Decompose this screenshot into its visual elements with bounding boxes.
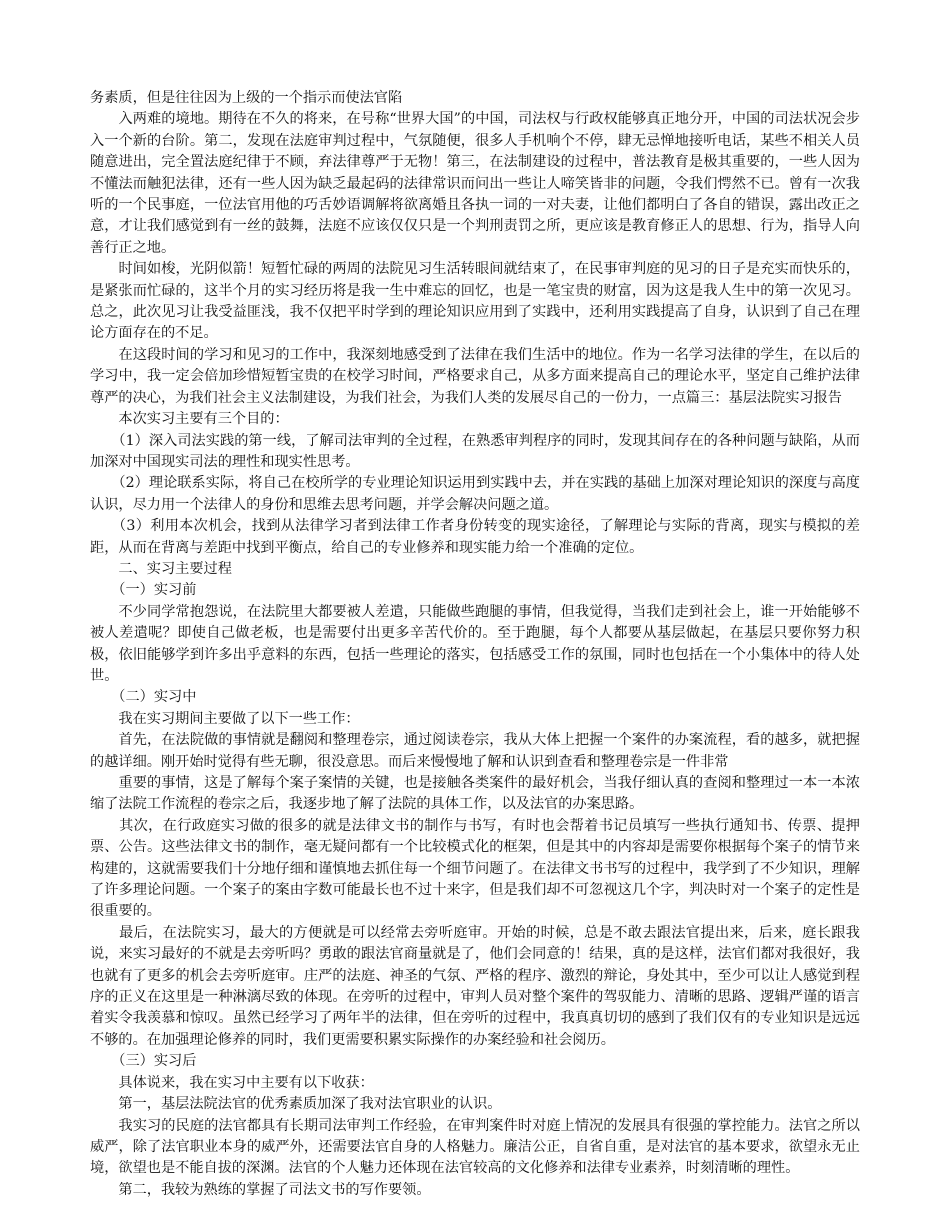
paragraph: 重要的事情，这是了解每个案子案情的关键，也是接触各类案件的最好机会，当我仔细认真的查阅和整理过一本一本浓缩了法院工作流程的卷宗之后，我逐步地了解了法院的具体工作，以及法官的办案思路。 bbox=[90, 775, 860, 813]
list-item: （2）理论联系实际，将自己在校所学的专业理论知识运用到实践中去，并在实践的基础上加深对理论知识的深度与高度认识，尽力用一个法律人的身份和思维去思考问题，并学会解决问题之道。 bbox=[90, 475, 860, 513]
paragraph: 具体说来，我在实习中主要有以下收获： bbox=[90, 1074, 374, 1091]
paragraph: 最后，在法院实习，最大的方便就是可以经常去旁听庭审。开始的时候，总是不敢去跟法官提出来，后来，庭长跟我说，来实习最好的不就是去旁听吗？勇敢的跟法官商量就是了，他们会同意的！结果，真的是这样，法官们都对我很好，我也就有了更多的机会去旁听庭审。庄严的法庭、神圣的气氛、严格的程序、激烈的辩论，身处其中，至少可以让人感觉到程序的正义在这里是一种淋漓尽致的体现。在旁听的过程中，审判人员对整个案件的驾驭能力、清晰的思路、逻辑严谨的语言着实令我羡慕和惊叹。虽然已经学习了两年半的法律，但在旁听的过程中，我真真切切的感到了我们仅有的专业知识是远远不够的。在加强理论修养的同时，我们更需要积累实际操作的办案经验和社会阅历。 bbox=[90, 924, 860, 1048]
paragraph: 首先，在法院做的事情就是翻阅和整理卷宗，通过阅读卷宗，我从大体上把握一个案件的办案流程，看的越多，就把握的越详细。刚开始时觉得有些无聊，很没意思。而后来慢慢地了解和认识到查看和整理卷宗是一件非常 bbox=[90, 732, 860, 770]
subsection-heading: （一）实习前 bbox=[90, 582, 197, 599]
paragraph: 不少同学常抱怨说，在法院里大都要被人差遣，只能做些跑腿的事情，但我觉得，当我们走到社会上，谁一开始能够不被人差遣呢？即使自己做老板，也是需要付出更多辛苦代价的。至于跑腿，每个人都要从基层做起，在基层只要你努力积极，依旧能够学到许多出乎意料的东西，包括一些理论的落实，包括感受工作的氛围，同时也包括在一个小集体中的待人处世。 bbox=[90, 603, 860, 684]
paragraph: 时间如梭，光阴似箭！短暂忙碌的两周的法院见习生活转眼间就结束了，在民事审判庭的见习的日子是充实而快乐的，是紧张而忙碌的，这半个月的实习经历将是我一生中难忘的回忆，也是一笔宝贵的财富，因为这是我人生中的第一次见习。总之，此次见习让我受益匪浅，我不仅把平时学到的理论知识应用到了实践中，还利用实践提高了自身，认识到了自己在理论方面存在的不足。 bbox=[90, 261, 860, 342]
section-heading: 二、实习主要过程 bbox=[90, 560, 232, 577]
paragraph: 入两难的境地。期待在不久的将来，在号称“世界大国”的中国，司法权与行政权能够真正地分开，中国的司法状况会步入一个新的台阶。第二，发现在法庭审判过程中，气氛随便，很多人手机响个不停，肆无忌惮地接听电话，某些不相关人员随意进出，完全置法庭纪律于不顾，弃法律尊严于无物！第三，在法制建设的过程中，普法教育是极其重要的，一些人因为不懂法而触犯法律，还有一些人因为缺乏最起码的法律常识而问出一些让人啼笑皆非的问题，令我们愕然不已。曾有一次我听的一个民事庭，一位法官用他的巧舌妙语调解将欲离婚且各执一词的一对夫妻，让他们都明白了各自的错误，露出改正之意，才让我们感觉到有一丝的鼓舞，法庭不应该仅仅只是一个判刑责罚之所，更应该是教育修正人的思想、行为，指导人向善行正之地。 bbox=[90, 111, 860, 256]
subsection-heading: （二）实习中 bbox=[90, 689, 197, 706]
paragraph: 务素质，但是往往因为上级的一个指示而使法官陷 bbox=[90, 90, 403, 106]
subsection-heading: （三）实习后 bbox=[90, 1053, 197, 1070]
paragraph: 我在实习期间主要做了以下一些工作： bbox=[90, 710, 360, 727]
paragraph: 本次实习主要有三个目的： bbox=[90, 411, 289, 428]
paragraph: 其次，在行政庭实习做的很多的就是法律文书的制作与书写，有时也会帮着书记员填写一些执行通知书、传票、提押票、公告。这些法律文书的制作，毫无疑问都有一个比较模式化的框架，但是其中的内容却是需要你根据每个案子的情节来构建的，这就需要我们十分地仔细和谨慎地去抓住每一个细节问题了。在法律文书书写的过程中，我学到了不少知识，理解了许多理论问题。一个案子的案由字数可能最长也不过十来字，但是我们却不可忽视这几个字，判决时对一个案子的定性是很重要的。 bbox=[90, 817, 860, 920]
paragraph: 第一，基层法院法官的优秀素质加深了我对法官职业的认识。 bbox=[90, 1096, 502, 1113]
paragraph: 第二，我较为熟练的掌握了司法文书的写作要领。 bbox=[90, 1181, 431, 1198]
list-item: （1）深入司法实践的第一线，了解司法审判的全过程，在熟悉审判程序的同时，发现其间存在的各种问题与缺陷，从而加深对中国现实司法的理性和现实性思考。 bbox=[90, 432, 860, 470]
paragraph: 在这段时间的学习和见习的工作中，我深刻地感受到了法律在我们生活中的地位。作为一名学习法律的学生，在以后的学习中，我一定会倍加珍惜短暂宝贵的在校学习时间，严格要求自己，从多方面来提高自己的理论水平，坚定自己维护法律尊严的决心，为我们社会主义法制建设，为我们社会，为我们人类的发展尽自己的一份力，一点篇三：基层法院实习报告 bbox=[90, 346, 860, 406]
list-item: （3）利用本次机会，找到从法律学习者到法律工作者身份转变的现实途径，了解理论与实际的背离，现实与模拟的差距，从而在背离与差距中找到平衡点，给自己的专业修养和现实能力给一个准确的定位。 bbox=[90, 518, 860, 556]
paragraph: 我实习的民庭的法官都具有长期司法审判工作经验，在审判案件时对庭上情况的发展具有很强的掌控能力。法官之所以威严，除了法官职业本身的威严外，还需要法官自身的人格魅力。廉洁公正，自省自重，是对法官的基本要求，欲望永无止境，欲望也是不能自拔的深渊。法官的个人魅力还体现在法官较高的文化修养和法律专业素养，时刻清晰的理性。 bbox=[90, 1117, 860, 1177]
